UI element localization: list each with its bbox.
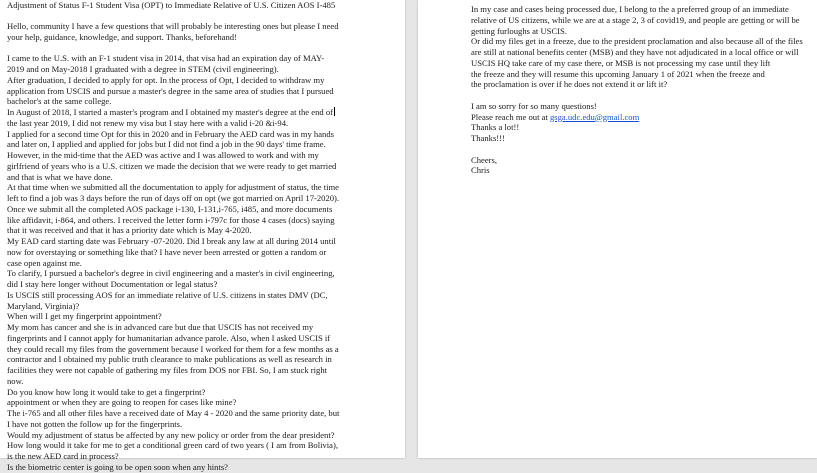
body-line: After graduation, I decided to apply for opt. In the process of Opt, I decided to withdraw my [7, 74, 325, 85]
body-line: is the new AED card in process? [7, 451, 119, 461]
body-line: Would my adjustment of status be affected by any new policy or order from the dear president? [7, 429, 335, 440]
body-line: bachelor's at the same college. [7, 96, 112, 107]
body-line: Is the biometric center is going to be open soon when any hints? [7, 461, 228, 472]
thanks-line: Thanks!!! [471, 133, 505, 143]
body-line: girlfriend of years who is a U.S. citizen we made the decision that we were ready to get married [7, 160, 337, 171]
body-line: How long would it take for me to get a conditional green card of two years ( I am from Bolivia), [7, 440, 339, 451]
contact-line [471, 112, 803, 123]
body-line: the freeze and they will resume this upcoming January 1 of 2021 when the freeze and [471, 68, 765, 79]
greeting-line: Hello, community I have a few questions that will probably be interesting ones but please I need [7, 21, 339, 31]
body-line: did I stay here longer without Documentation or legal status? [7, 279, 218, 289]
body-line: appointment or when they are going to reopen for cases like mine? [7, 397, 237, 408]
body-line: they could recall my files from the government because I worked for them for a few months as a [7, 343, 339, 354]
email-link[interactable]: gsga.udc.edu@gmail.com [549, 111, 640, 122]
document-page-left [0, 0, 405, 472]
body-line: the last year 2019, I did not renew my visa but I stay here with a valid i-20 &i-94. [7, 117, 289, 128]
body-line: In my case and cases being processed due, I belong to the a preferred group of an immediate [471, 4, 789, 14]
body-line: getting furloughs at USCIS. [471, 25, 567, 36]
paragraph-gap [471, 90, 803, 101]
body-line: relative of US citizens, while we are at a stage 2, 3 of covid19, and people are getting or will be [471, 14, 800, 25]
body-line: Is USCIS still processing AOS for an immediate relative of U.S. citizens in states DMV (DC, [7, 289, 328, 300]
body-line: fingerprints and I cannot apply for humanitarian advance parole. Also, when I asked USCIS if [7, 332, 331, 343]
document-title: Adjustment of Status F-1 Student Visa (OPT) to Immediate Relative of U.S. Citizen AOS I-485 [7, 0, 336, 10]
body-line: To clarify, I pursued a bachelor's degree in civil engineering and a master's in civil engineering, [7, 268, 335, 279]
body-line: Or did my files get in a freeze, due to the president proclamation and also because all of the files [471, 36, 803, 47]
body-line: I applied for a second time Opt for this in 2020 and in February the AED card was in my hands [7, 128, 334, 139]
body-line: are still at national benefits center (MSB) and they have not adjudicated in a local office or will [471, 47, 799, 57]
signature-line: Chris [471, 165, 490, 176]
body-line: the proclamation is over if he does not extend it or lift it? [471, 79, 668, 90]
body-line: facilities they were not capable of gathering my files from DOS nor FBI. So, I am stuck right [7, 365, 328, 375]
body-line: 2019 and on May-2018 I graduated with a degree in STEM (civil engineering). [7, 64, 279, 74]
body-line: application from USCIS and pursue a master's degree in the same area of studies that I pursued [7, 85, 334, 96]
paragraph-gap [471, 144, 803, 155]
body-line: When will I get my fingerprint appointment? [7, 311, 162, 322]
body-line: and later on, I applied and applied for jobs but I did not find a job in the 90 days' time frame. [7, 139, 326, 150]
thanks-line: Thanks a lot!! [471, 122, 520, 133]
paragraph-gap [7, 43, 339, 54]
body-line: I have not gotten the follow up for the fingerprints. [7, 418, 183, 429]
body-line: My EAD card starting date was February -07-2020. Did I break any law at all during 2014 until [7, 236, 336, 246]
body-line: like affidavit, i-864, and others. I received the letter form i-797c for those 4 cases (docs) saying [7, 214, 335, 225]
body-line: The i-765 and all other files have a received date of May 4 - 2020 and the same priority date, but [7, 408, 340, 418]
document-page-right [418, 0, 817, 458]
contact-prefix: Please reach me out at [471, 111, 550, 122]
body-line: now for overstaying or something like that? I have never been arrested or gotten a random or [7, 246, 327, 257]
body-line: that it was received and that it has a priority date which is May 4-2020. [7, 225, 252, 236]
body-line: and that is what we have done. [7, 171, 113, 182]
body-line: My mom has cancer and she is in advanced care but due that USCIS has not received my [7, 322, 314, 332]
body-line: Do you know how long it would take to get a fingerprint? [7, 386, 206, 397]
body-line: Maryland, Virginia)? [7, 300, 80, 311]
body-line: However, in the mid-time that the AED was active and I was allowed to work and with my [7, 150, 319, 160]
page-left-text [7, 0, 339, 473]
body-line: case open against me. [7, 257, 82, 268]
body-line: At that time when we submitted all the documentation to apply for adjustment of status, the time [7, 182, 339, 193]
body-line: USCIS HQ take care of my case there, or MSB is not processing my case until they lift [471, 57, 771, 68]
closing-line: Cheers, [471, 154, 498, 165]
text-cursor [334, 107, 335, 116]
body-line: Once we submit all the completed AOS package i-130, I-131,i-765, i485, and more documents [7, 203, 333, 214]
greeting-line: your help, guidance, knowledge, and support. Thanks, beforehand! [7, 31, 237, 42]
body-line: contractor and I obtained my public truth clearance to make publications as well as research in [7, 354, 332, 365]
apology-line: I am so sorry for so many questions! [471, 100, 597, 111]
body-line-text: In August of 2018, I started a master's program and I obtained my master's degree at the end of [7, 107, 333, 117]
body-line: left to find a job was 3 days before the run of days off on opt (we got married on April 17-2020). [7, 193, 340, 203]
page-right-text [471, 4, 803, 176]
paragraph-gap [7, 10, 339, 21]
body-line: I came to the U.S. with an F-1 student visa in 2014, that visa had an expiration day of MAY- [7, 53, 325, 64]
body-line: now. [7, 375, 24, 386]
body-line-with-caret[interactable] [7, 107, 339, 118]
